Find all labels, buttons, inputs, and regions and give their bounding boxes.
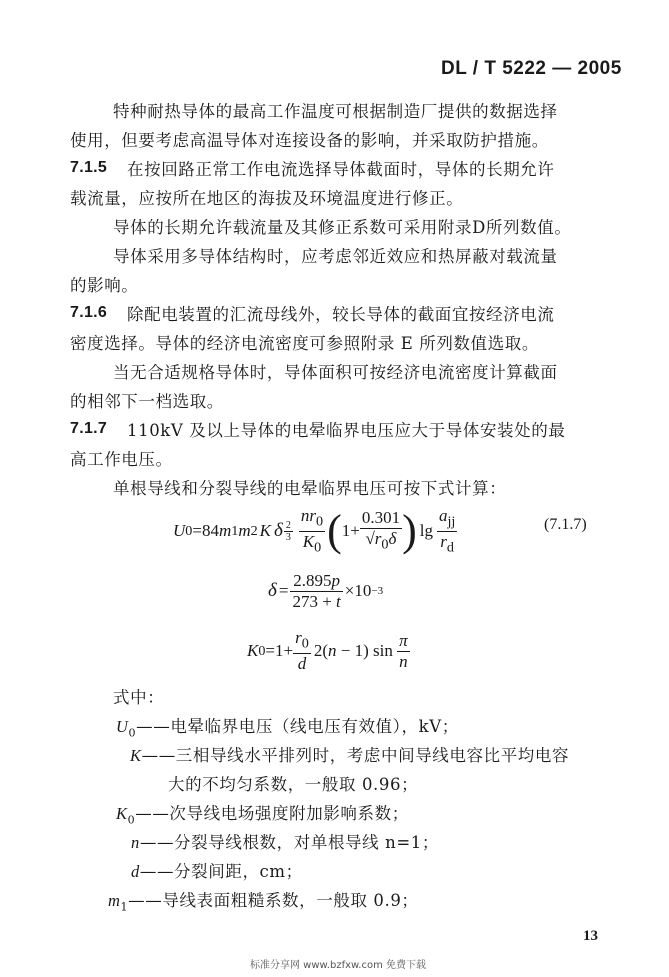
section-7-1-5-line: 载流量，应按所在地区的海拔及环境温度进行修正。 bbox=[70, 189, 464, 208]
section-7-1-7-line: 高工作电压。 bbox=[70, 450, 173, 469]
section-number-7-1-7: 7.1.7 bbox=[70, 420, 108, 437]
definition-item: $m_1——$导线表面粗糙系数，一般取 0.9； bbox=[108, 891, 419, 914]
section-number-7-1-6: 7.1.6 bbox=[70, 304, 108, 321]
section-7-1-7-line: 110kV 及以上导体的电晕临界电压应大于导体安装处的最 bbox=[127, 421, 566, 440]
watermark: 标准分享网 www.bzfxw.com 免费下载 bbox=[250, 960, 426, 971]
definition-item: d——分裂间距，cm； bbox=[131, 862, 303, 881]
formula-delta: δ = $\frac{2.895p}{273 + t}$ ×10 −3 bbox=[268, 570, 384, 611]
definition-item: K——三相导线水平排列时，考虑中间导线电容比平均电容 bbox=[130, 746, 570, 765]
paragraph-line: 使用，但要考虑高温导体对连接设备的影响，并采取防护措施。 bbox=[70, 131, 549, 150]
paragraph-line: 特种耐热导体的最高工作温度可根据制造厂提供的数据选择 bbox=[113, 102, 558, 121]
right-paren: ) bbox=[402, 506, 417, 555]
left-paren: ( bbox=[327, 506, 342, 555]
paragraph-line: 导体的长期允许载流量及其修正系数可采用附录D所列数值。 bbox=[113, 218, 572, 237]
definition-item: n——分裂导线根数，对单根导线 n=1； bbox=[131, 833, 439, 852]
page-number: 13 bbox=[583, 928, 598, 944]
standard-code-header: DL / T 5222 — 2005 bbox=[441, 58, 622, 79]
paragraph-line: 的相邻下一档选取。 bbox=[70, 392, 224, 411]
paragraph-line: 单根导线和分裂导线的电晕临界电压可按下式计算： bbox=[113, 479, 507, 498]
paragraph-line: 当无合适规格导体时，导体面积可按经济电流密度计算截面 bbox=[113, 363, 558, 382]
definition-item-continuation: 大的不均匀系数，一般取 0.96； bbox=[168, 775, 419, 794]
definition-item: $K_0——$次导线电场强度附加影响系数； bbox=[116, 804, 409, 827]
formula-u0: U 0 =84 m 1 m 2 K δ $\frac{2}{3}$ $\frac{nr_0}{K_0}$ ( 1+ $\frac{0.301}{√r_0\delta}$ ) lg $\frac{a_{jj}}{r_d}$ bbox=[173, 506, 456, 555]
sqrt-sign: √ bbox=[365, 529, 375, 549]
section-7-1-5-line: 在按回路正常工作电流选择导体截面时，导体的长期允许 bbox=[127, 160, 555, 179]
definition-item: $U_0——$电晕临界电压（线电压有效值），kV； bbox=[116, 717, 459, 740]
paragraph-line: 导体采用多导体结构时，应考虑邻近效应和热屏蔽对载流量 bbox=[113, 247, 558, 266]
section-number-7-1-5: 7.1.5 bbox=[70, 159, 108, 176]
equation-number: (7.1.7) bbox=[544, 516, 587, 533]
definitions-intro: 式中： bbox=[113, 688, 165, 707]
paragraph-line: 的影响。 bbox=[70, 276, 139, 295]
section-7-1-6-line: 除配电装置的汇流母线外，较长导体的截面宜按经济电流 bbox=[127, 305, 555, 324]
formula-k0: K 0 =1+ $\frac{r_0}{d}$ 2( n − 1) sin $\frac{\pi}{n}$ bbox=[247, 628, 408, 673]
section-7-1-6-line: 密度选择。导体的经济电流密度可参照附录 E 所列数值选取。 bbox=[70, 334, 539, 353]
